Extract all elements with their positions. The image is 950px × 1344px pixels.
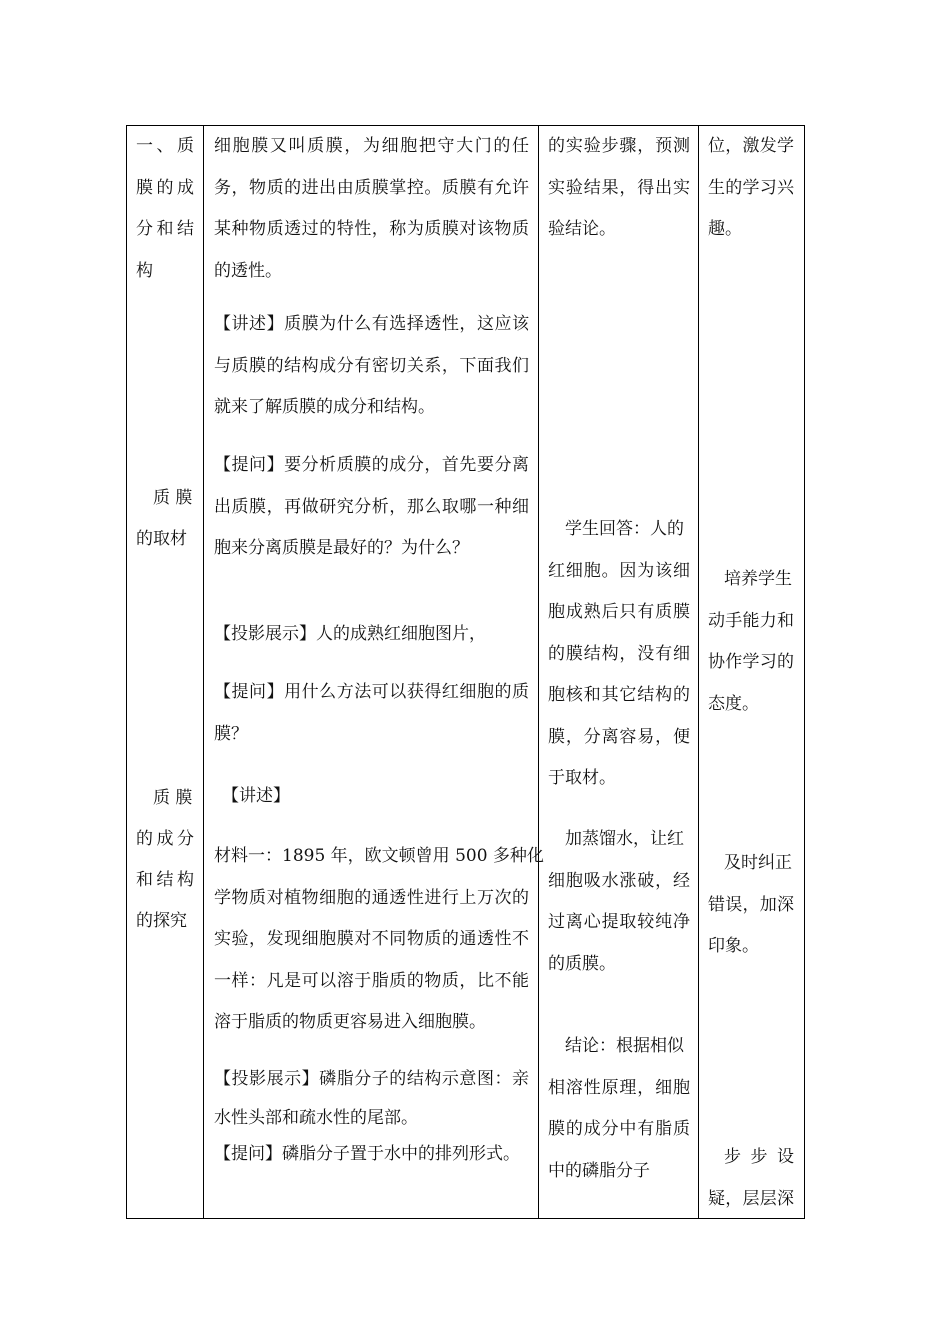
topic-explore-line: 和结构 [136, 870, 194, 890]
ability-line: 培养学生 [724, 569, 792, 589]
question-line: 胞来分离质膜是最好的？为什么？ [214, 538, 469, 558]
conclusion-line: 相溶性原理，细胞 [548, 1077, 690, 1098]
answer-line: 胞成熟后只有质膜 [548, 602, 690, 622]
intro-line: 某种物质透过的特性，称为质膜对该物质 [214, 219, 529, 239]
intro-line: 的透性。 [214, 260, 282, 281]
section-title-line: 构 [136, 260, 153, 281]
material-line: 学物质对植物细胞的通透性进行上万次的 [214, 887, 529, 908]
intro-line: 细胞膜又叫质膜，为细胞把守大门的任 [214, 136, 529, 156]
method-line: 过离心提取较纯净 [548, 912, 690, 932]
section-title-line: 膜的成 [136, 177, 194, 198]
projection-line: 水性头部和疏水性的尾部。 [214, 1108, 418, 1128]
step-line: 疑，层层深 [708, 1188, 794, 1209]
answer-line: 于取材。 [548, 768, 616, 788]
correct-line: 及时纠正 [724, 853, 792, 873]
correct-line: 错误，加深 [708, 894, 794, 915]
lecture-line: 【讲述】质膜为什么有选择透性，这应该 [214, 314, 529, 334]
teacher-activity-column [204, 126, 544, 1219]
lecture-line: 就来了解质膜的成分和结构。 [214, 397, 435, 417]
design-intent-column [699, 126, 805, 1219]
lecture-line: 与质膜的结构成分有密切关系，下面我们 [214, 355, 529, 376]
ability-line: 动手能力和 [708, 610, 794, 631]
experiment-line: 的实验步骤，预测 [548, 136, 690, 156]
topic-column [127, 126, 204, 1219]
answer-line: 学生回答：人的 [565, 519, 684, 539]
experiment-line: 验结论。 [548, 219, 616, 239]
correct-line: 印象。 [708, 936, 759, 956]
topic-explore-line: 的成分 [136, 829, 194, 849]
method-line: 加蒸馏水，让红 [565, 829, 684, 849]
answer-line: 胞核和其它结构的 [548, 685, 690, 705]
method-line: 的质膜。 [548, 953, 616, 974]
lecture-line: 【讲述】 [222, 786, 290, 806]
question-line: 【提问】要分析质膜的成分，首先要分离 [214, 455, 529, 475]
material-line: 一样：凡是可以溶于脂质的物质，比不能 [214, 970, 529, 991]
interest-line: 生的学习兴 [708, 177, 794, 198]
lesson-plan-table [126, 125, 805, 1219]
question-line: 【提问】磷脂分子置于水中的排列形式。 [214, 1144, 520, 1164]
method-line: 细胞吸水涨破，经 [548, 870, 690, 891]
material-line: 溶于脂质的物质更容易进入细胞膜。 [214, 1012, 486, 1032]
answer-line: 红细胞。因为该细 [548, 560, 690, 581]
conclusion-line: 中的磷脂分子 [548, 1160, 650, 1181]
conclusion-line: 膜的成分中有脂质 [548, 1119, 690, 1139]
material-line: 实验，发现细胞膜对不同物质的通透性不 [214, 929, 529, 949]
material-line: 材料一：1895 年，欧文顿曾用 500 多种化 [214, 846, 544, 866]
projection-line: 【投影展示】磷脂分子的结构示意图：亲 [214, 1069, 529, 1089]
section-title-line: 一、质 [136, 136, 194, 156]
conclusion-line: 结论：根据相似 [565, 1036, 684, 1056]
student-activity-column [539, 126, 699, 1219]
step-line: 步 步 设 [724, 1147, 794, 1167]
answer-line: 的膜结构，没有细 [548, 643, 690, 664]
intro-line: 务，物质的进出由质膜掌控。质膜有允许 [214, 177, 529, 198]
interest-line: 位，激发学 [708, 136, 794, 156]
projection-line: 【投影展示】人的成熟红细胞图片， [214, 624, 486, 644]
topic-sampling-line: 质 膜 [153, 488, 193, 508]
ability-line: 协作学习的 [708, 652, 794, 672]
experiment-line: 实验结果，得出实 [548, 177, 690, 198]
topic-explore-line: 质 膜 [153, 788, 193, 808]
interest-line: 趣。 [708, 219, 742, 239]
table-row [127, 126, 805, 1219]
question-line: 膜？ [214, 723, 248, 744]
question-line: 出质膜，再做研究分析，那么取哪一种细 [214, 496, 529, 517]
topic-sampling-line: 的取材 [136, 529, 187, 549]
topic-explore-line: 的探究 [136, 911, 187, 931]
question-line: 【提问】用什么方法可以获得红细胞的质 [214, 682, 529, 702]
section-title-line: 分和结 [136, 219, 194, 239]
ability-line: 态度。 [708, 693, 759, 714]
answer-line: 膜，分离容易，便 [548, 726, 690, 747]
